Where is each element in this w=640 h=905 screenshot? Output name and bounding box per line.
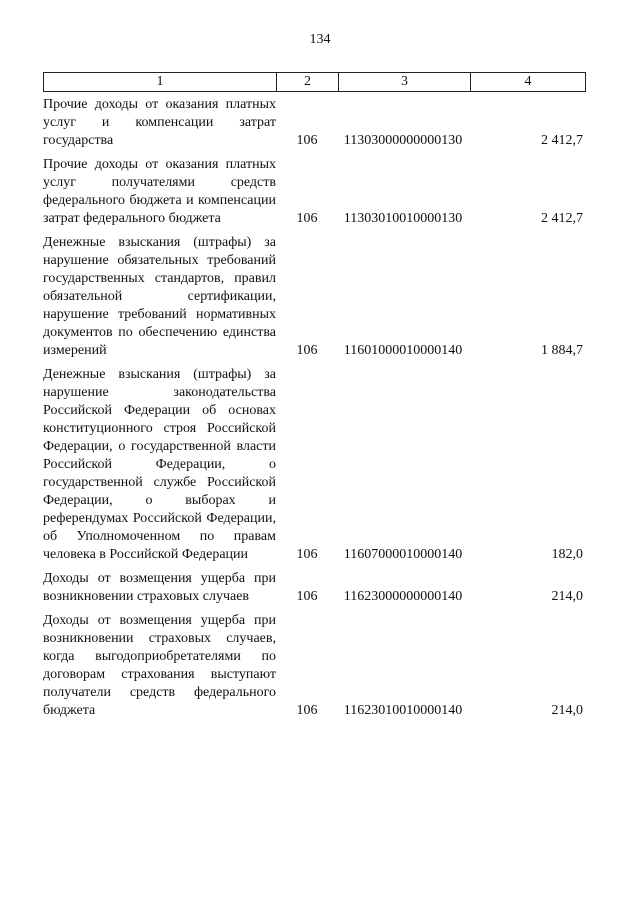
table-row bbox=[43, 234, 585, 360]
table-row bbox=[43, 612, 585, 720]
row-amount: 214,0 bbox=[551, 589, 583, 604]
table-body bbox=[43, 96, 585, 726]
row-revenue-code: 11607000010000140 bbox=[343, 547, 463, 562]
column-header-2: 2 bbox=[277, 73, 339, 92]
row-amount: 182,0 bbox=[551, 547, 583, 562]
row-admin-code: 106 bbox=[296, 133, 318, 148]
row-revenue-code: 11303000000000130 bbox=[343, 133, 463, 148]
column-header-table bbox=[43, 72, 586, 92]
table-row bbox=[43, 366, 585, 564]
row-revenue-code: 11601000010000140 bbox=[343, 343, 463, 358]
row-admin-code: 106 bbox=[296, 589, 318, 604]
row-description: Денежные взыскания (штрафы) за нарушение законодательства Российской Федерации об основах конституционного строя Российской Федерации, о государственной власти Российской Федерации, о государственной службе Российской Федерации, о выборах и референдумах Российской Федерации, об Уполномоченном по правам человека в Российской Федерации bbox=[43, 367, 276, 562]
row-admin-code: 106 bbox=[296, 703, 318, 718]
row-description: Доходы от возмещения ущерба при возникновении страховых случаев, когда выгодоприобретателями по договорам страхования выступают получатели средств федерального бюджета bbox=[43, 613, 276, 718]
row-admin-code: 106 bbox=[296, 343, 318, 358]
table-row bbox=[43, 96, 585, 150]
row-revenue-code: 11623000000000140 bbox=[343, 589, 463, 604]
column-header-4: 4 bbox=[471, 73, 586, 92]
table-row bbox=[43, 570, 585, 606]
row-admin-code: 106 bbox=[296, 547, 318, 562]
row-description: Прочие доходы от оказания платных услуг и компенсации затрат государства bbox=[43, 97, 276, 148]
row-amount: 1 884,7 bbox=[541, 343, 583, 358]
row-amount: 214,0 bbox=[551, 703, 583, 718]
row-admin-code: 106 bbox=[296, 211, 318, 226]
row-revenue-code: 11303010010000130 bbox=[343, 211, 463, 226]
column-header-1: 1 bbox=[44, 73, 277, 92]
page-number: 134 bbox=[309, 32, 331, 47]
row-revenue-code: 11623010010000140 bbox=[343, 703, 463, 718]
row-description: Доходы от возмещения ущерба при возникновении страховых случаев bbox=[43, 571, 276, 604]
row-description: Денежные взыскания (штрафы) за нарушение обязательных требований государственных стандартов, правил обязательной сертификации, нарушение требований нормативных документов по обеспечению единства измерений bbox=[43, 235, 276, 358]
column-header-3: 3 bbox=[339, 73, 471, 92]
table-row bbox=[43, 156, 585, 228]
row-amount: 2 412,7 bbox=[541, 133, 583, 148]
column-header-row bbox=[44, 73, 586, 92]
row-amount: 2 412,7 bbox=[541, 211, 583, 226]
row-description: Прочие доходы от оказания платных услуг получателями средств федерального бюджета и компенсации затрат федерального бюджета bbox=[43, 157, 276, 226]
